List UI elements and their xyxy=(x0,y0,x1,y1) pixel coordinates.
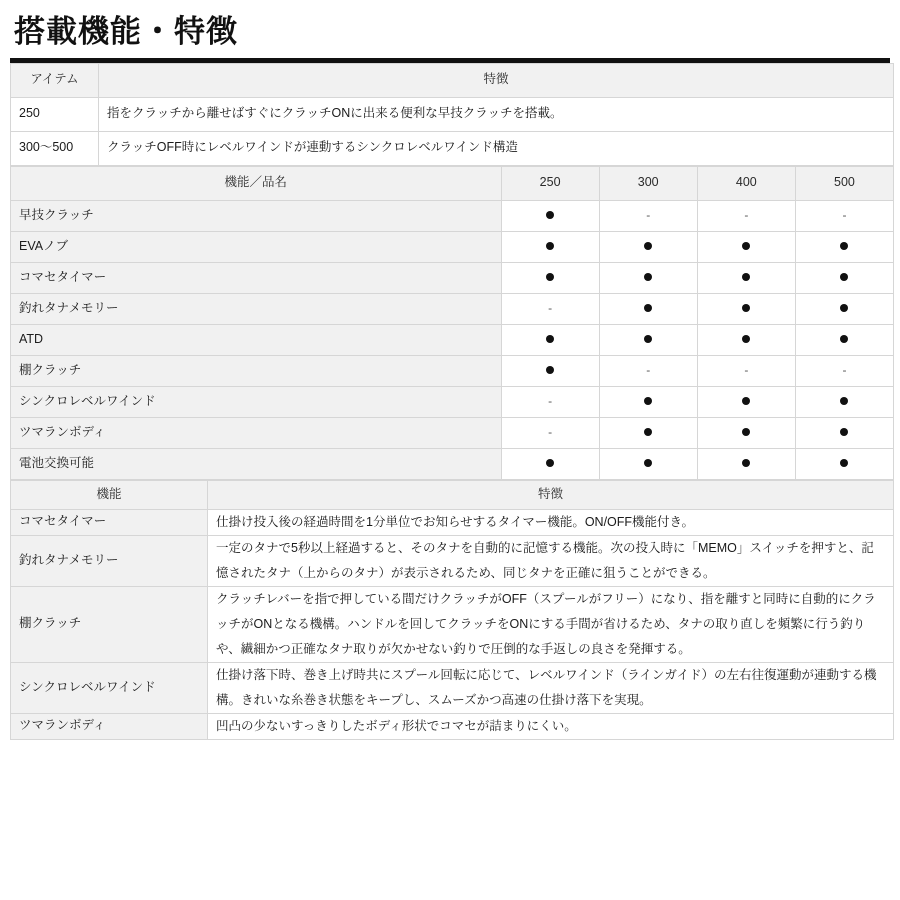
not-supported-dash-icon: - xyxy=(548,425,553,440)
description-text: 仕掛け落下時、巻き上げ時共にスプール回転に応じて、レベルワインド（ラインガイド）の左右往復運動が連動する機構。きれいな糸巻き状態をキープし、スムーズかつ高速の仕掛け落下を実現。 xyxy=(208,662,894,713)
item-feature-table xyxy=(10,63,894,166)
description-text: クラッチレバーを指で押している間だけクラッチがOFF（スプールがフリー）になり、指を離すと同時に自動的にクラッチがONとなる機構。ハンドルを回してクラッチをONにする手間が省けるため、タナの取り直しを頻繁に行う釣りや、繊細かつ正確なタナ取りが欠かせない釣りで圧倒的な手返しの良さを発揮する。 xyxy=(208,586,894,662)
supported-dot-icon xyxy=(742,397,750,405)
supported-dot-icon xyxy=(546,211,554,219)
description-body xyxy=(11,509,894,739)
matrix-cell-250 xyxy=(501,324,599,355)
supported-dot-icon xyxy=(840,459,848,467)
not-supported-dash-icon: - xyxy=(744,208,749,223)
description-text: 仕掛け投入後の経過時間を1分単位でお知らせするタイマー機能。ON/OFF機能付き。 xyxy=(208,509,894,535)
matrix-cell-500 xyxy=(795,231,893,262)
matrix-feature-label: ツマランボディ xyxy=(11,417,502,448)
matrix-cell-250 xyxy=(501,231,599,262)
supported-dot-icon xyxy=(840,335,848,343)
supported-dot-icon xyxy=(840,273,848,281)
matrix-cell-300 xyxy=(599,200,697,231)
matrix-cell-500 xyxy=(795,200,893,231)
table-header-row xyxy=(11,63,894,97)
not-supported-dash-icon: - xyxy=(548,301,553,316)
matrix-cell-250 xyxy=(501,448,599,479)
matrix-cell-300 xyxy=(599,417,697,448)
not-supported-dash-icon: - xyxy=(646,363,651,378)
matrix-feature-label: シンクロレベルワインド xyxy=(11,386,502,417)
matrix-feature-label: ATD xyxy=(11,324,502,355)
matrix-cell-400 xyxy=(697,262,795,293)
description-row xyxy=(11,662,894,713)
matrix-body xyxy=(11,200,894,479)
supported-dot-icon xyxy=(742,242,750,250)
supported-dot-icon xyxy=(840,397,848,405)
supported-dot-icon xyxy=(742,428,750,436)
supported-dot-icon xyxy=(546,335,554,343)
column-header-description: 特徴 xyxy=(208,480,894,509)
description-text: 一定のタナで5秒以上経過すると、そのタナを自動的に記憶する機能。次の投入時に「MEMO」スイッチを押すと、記憶されたタナ（上からのタナ）が表示されるため、同じタナを正確に狙うことができる。 xyxy=(208,535,894,586)
feature-matrix-table xyxy=(10,166,894,480)
table-row xyxy=(11,131,894,165)
table-row xyxy=(11,97,894,131)
matrix-cell-300 xyxy=(599,386,697,417)
matrix-row xyxy=(11,262,894,293)
column-header-function: 機能 xyxy=(11,480,208,509)
matrix-cell-300 xyxy=(599,231,697,262)
not-supported-dash-icon: - xyxy=(744,363,749,378)
column-header-model-500: 500 xyxy=(795,166,893,200)
column-header-item: アイテム xyxy=(11,63,99,97)
supported-dot-icon xyxy=(840,428,848,436)
column-header-feature-name: 機能／品名 xyxy=(11,166,502,200)
description-row xyxy=(11,509,894,535)
matrix-feature-label: 電池交換可能 xyxy=(11,448,502,479)
matrix-cell-300 xyxy=(599,293,697,324)
matrix-row xyxy=(11,293,894,324)
title-block xyxy=(8,0,892,63)
matrix-cell-400 xyxy=(697,231,795,262)
matrix-cell-250 xyxy=(501,417,599,448)
matrix-feature-label: 釣れタナメモリー xyxy=(11,293,502,324)
column-header-feature: 特徴 xyxy=(99,63,894,97)
matrix-cell-500 xyxy=(795,355,893,386)
supported-dot-icon xyxy=(742,459,750,467)
matrix-cell-300 xyxy=(599,262,697,293)
page-title: 搭載機能・特徴 xyxy=(14,14,238,49)
matrix-cell-250 xyxy=(501,262,599,293)
item-model-300-500: 300〜500 xyxy=(11,131,99,165)
supported-dot-icon xyxy=(644,459,652,467)
item-model-250: 250 xyxy=(11,97,99,131)
supported-dot-icon xyxy=(546,242,554,250)
matrix-cell-300 xyxy=(599,355,697,386)
description-row xyxy=(11,535,894,586)
supported-dot-icon xyxy=(644,335,652,343)
item-feature-300-500: クラッチOFF時にレベルワインドが連動するシンクロレベルワインド構造 xyxy=(99,131,894,165)
description-header-row xyxy=(11,480,894,509)
matrix-feature-label: 早技クラッチ xyxy=(11,200,502,231)
not-supported-dash-icon: - xyxy=(646,208,651,223)
not-supported-dash-icon: - xyxy=(842,363,847,378)
matrix-cell-400 xyxy=(697,355,795,386)
description-row xyxy=(11,586,894,662)
description-feature-label: シンクロレベルワインド xyxy=(11,662,208,713)
matrix-cell-250 xyxy=(501,386,599,417)
column-header-model-300: 300 xyxy=(599,166,697,200)
description-row xyxy=(11,713,894,739)
not-supported-dash-icon: - xyxy=(842,208,847,223)
description-feature-label: ツマランボディ xyxy=(11,713,208,739)
matrix-cell-250 xyxy=(501,355,599,386)
supported-dot-icon xyxy=(546,273,554,281)
supported-dot-icon xyxy=(644,397,652,405)
description-feature-label: 棚クラッチ xyxy=(11,586,208,662)
column-header-model-400: 400 xyxy=(697,166,795,200)
supported-dot-icon xyxy=(546,366,554,374)
description-feature-label: 釣れタナメモリー xyxy=(11,535,208,586)
matrix-row xyxy=(11,448,894,479)
feature-description-table xyxy=(10,480,894,740)
matrix-cell-400 xyxy=(697,448,795,479)
supported-dot-icon xyxy=(546,459,554,467)
matrix-cell-500 xyxy=(795,448,893,479)
matrix-feature-label: 棚クラッチ xyxy=(11,355,502,386)
item-feature-250: 指をクラッチから離せばすぐにクラッチONに出来る便利な早技クラッチを搭載。 xyxy=(99,97,894,131)
matrix-cell-400 xyxy=(697,417,795,448)
matrix-row xyxy=(11,200,894,231)
matrix-cell-300 xyxy=(599,324,697,355)
supported-dot-icon xyxy=(644,242,652,250)
matrix-cell-250 xyxy=(501,200,599,231)
matrix-cell-500 xyxy=(795,386,893,417)
matrix-cell-300 xyxy=(599,448,697,479)
column-header-model-250: 250 xyxy=(501,166,599,200)
matrix-row xyxy=(11,231,894,262)
description-feature-label: コマセタイマー xyxy=(11,509,208,535)
supported-dot-icon xyxy=(742,273,750,281)
matrix-cell-500 xyxy=(795,293,893,324)
supported-dot-icon xyxy=(644,304,652,312)
matrix-row xyxy=(11,324,894,355)
description-text: 凹凸の少ないすっきりしたボディ形状でコマセが詰まりにくい。 xyxy=(208,713,894,739)
not-supported-dash-icon: - xyxy=(548,394,553,409)
supported-dot-icon xyxy=(742,304,750,312)
matrix-cell-250 xyxy=(501,293,599,324)
matrix-cell-400 xyxy=(697,200,795,231)
supported-dot-icon xyxy=(644,428,652,436)
matrix-cell-500 xyxy=(795,417,893,448)
matrix-row xyxy=(11,355,894,386)
matrix-cell-400 xyxy=(697,293,795,324)
supported-dot-icon xyxy=(644,273,652,281)
matrix-row xyxy=(11,386,894,417)
supported-dot-icon xyxy=(840,242,848,250)
matrix-cell-500 xyxy=(795,324,893,355)
matrix-feature-label: EVAノブ xyxy=(11,231,502,262)
matrix-header-row xyxy=(11,166,894,200)
matrix-cell-500 xyxy=(795,262,893,293)
matrix-cell-400 xyxy=(697,324,795,355)
supported-dot-icon xyxy=(840,304,848,312)
matrix-row xyxy=(11,417,894,448)
supported-dot-icon xyxy=(742,335,750,343)
matrix-cell-400 xyxy=(697,386,795,417)
matrix-feature-label: コマセタイマー xyxy=(11,262,502,293)
